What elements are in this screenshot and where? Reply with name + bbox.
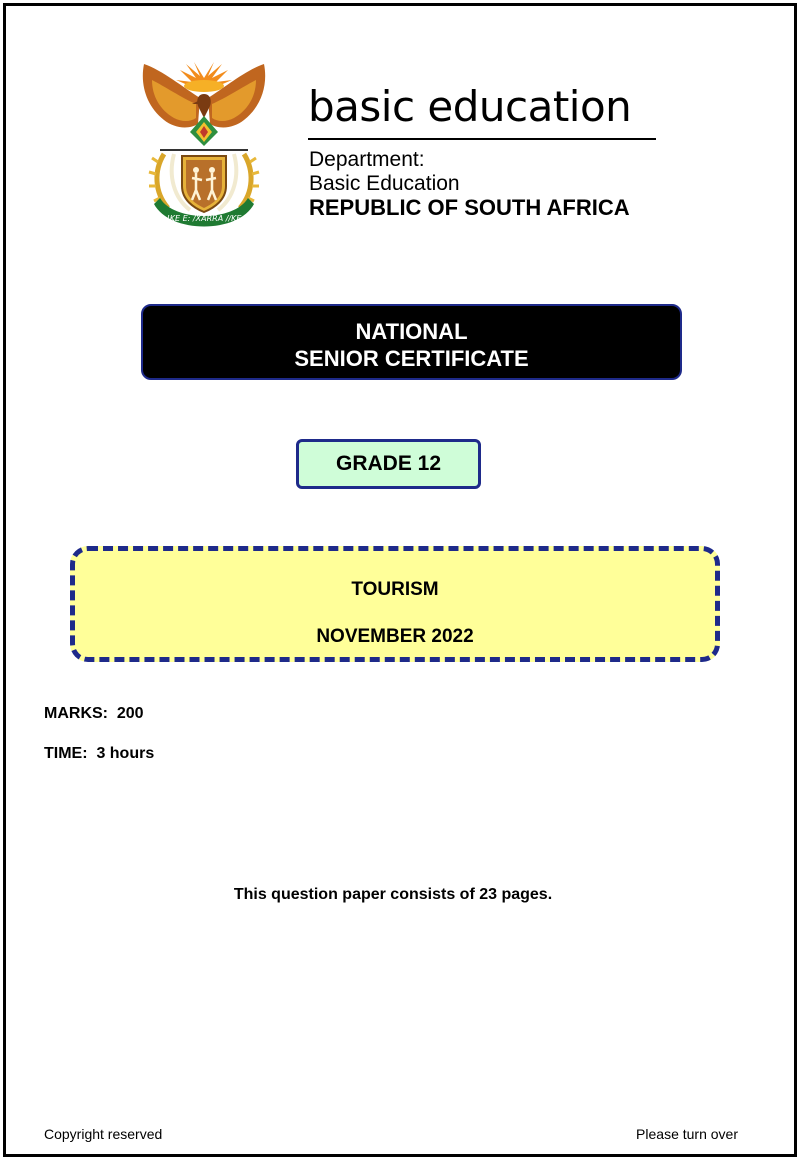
brand-title: basic education [308,82,632,131]
coat-of-arms-emblem [134,58,274,236]
certificate-banner [141,304,682,380]
grade-badge: GRADE 12 [296,439,481,489]
marks-label: MARKS: 200 [44,705,144,722]
brand-underline [308,138,656,140]
turn-over-footer: Please turn over [636,1126,738,1142]
country-name: REPUBLIC OF SOUTH AFRICA [309,195,630,220]
department-label: Department: [309,148,425,171]
copyright-footer: Copyright reserved [44,1126,163,1142]
department-name: Basic Education [309,172,460,195]
motto-text: !KE E: /XARRA //KE [166,214,242,223]
time-label: TIME: 3 hours [44,745,155,762]
certificate-line-2: SENIOR CERTIFICATE [294,346,529,371]
shield-icon [182,156,226,212]
certificate-line-1: NATIONAL [355,319,468,344]
subject-panel [70,546,720,662]
subject-title: TOURISM [351,579,439,600]
exam-session: NOVEMBER 2022 [316,626,474,647]
page-count-note: This question paper consists of 23 pages. [233,886,553,903]
